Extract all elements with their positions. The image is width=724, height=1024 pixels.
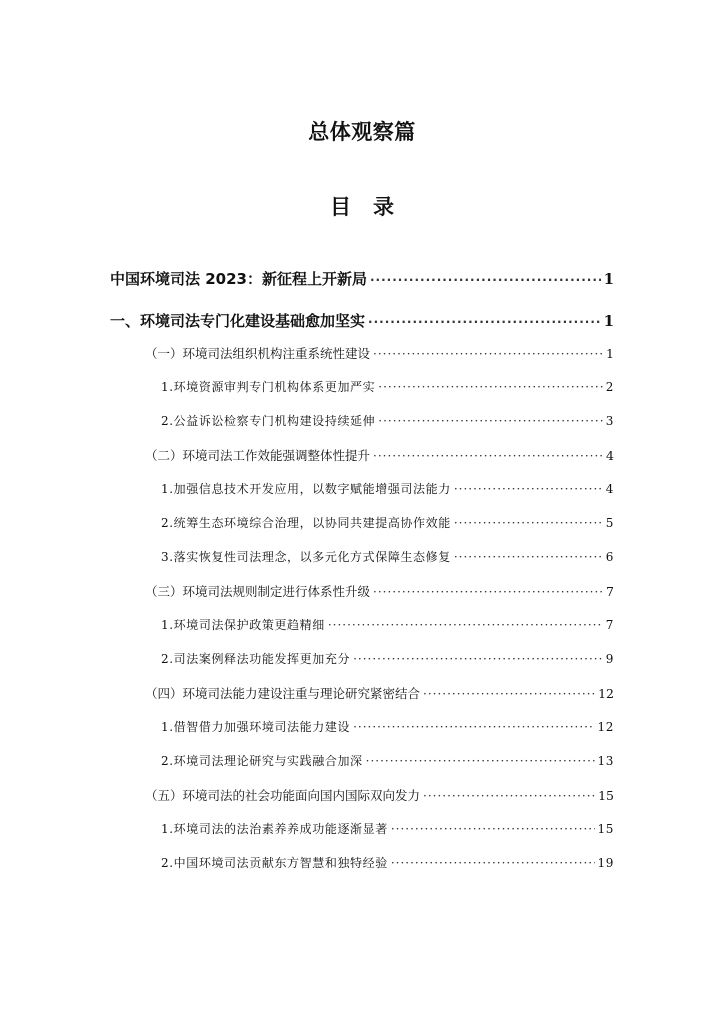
toc-entry-section-2[interactable] <box>145 446 614 468</box>
toc-entry-intro[interactable] <box>110 268 614 290</box>
toc-entry-label: 2.公益诉讼检察专门机构建设持续延伸 <box>161 414 376 428</box>
toc-entry-subsection[interactable] <box>161 718 614 740</box>
toc-entry-label: 2.司法案例释法功能发挥更加充分 <box>161 652 351 666</box>
toc-page-number: 15 <box>598 788 614 803</box>
dot-leader <box>328 618 603 632</box>
toc-entry-label: 1.环境资源审判专门机构体系更加严实 <box>161 380 376 394</box>
toc-entry-subsection[interactable] <box>161 548 614 570</box>
toc-page-number: 9 <box>605 652 614 666</box>
dot-leader <box>378 380 602 394</box>
toc-entry-subsection[interactable] <box>161 820 614 842</box>
toc-entry-subsection[interactable] <box>161 378 614 400</box>
toc-entry-section-1[interactable] <box>145 344 614 366</box>
toc-entry-chapter-1[interactable] <box>110 310 614 332</box>
toc-page-number: 13 <box>597 754 614 768</box>
dot-leader <box>391 856 595 870</box>
dot-leader <box>423 687 595 701</box>
toc-page-number: 7 <box>606 584 614 599</box>
dot-leader <box>368 315 601 329</box>
dot-leader <box>366 754 595 768</box>
toc-entry-label: 1.环境司法保护政策更趋精细 <box>161 618 325 632</box>
toc-page-number: 6 <box>605 550 614 564</box>
toc-page-number: 15 <box>597 822 614 836</box>
toc-entry-section-5[interactable] <box>145 786 614 808</box>
toc-entry-label: （四）环境司法能力建设注重与理论研究紧密结合 <box>145 686 421 701</box>
dot-leader <box>454 516 603 530</box>
dot-leader <box>373 449 603 463</box>
toc-entry-label: 1.加强信息技术开发应用，以数字赋能增强司法能力 <box>161 482 451 496</box>
toc-page-number: 3 <box>605 414 614 428</box>
toc-entry-label: （二）环境司法工作效能强调整体性提升 <box>145 448 371 463</box>
toc-entry-label: （一）环境司法组织机构注重系统性建设 <box>145 346 371 361</box>
toc-entry-label: 一、环境司法专门化建设基础愈加坚实 <box>110 312 366 330</box>
dot-leader <box>353 720 594 734</box>
toc-page-number: 1 <box>606 346 614 361</box>
toc-page-number: 19 <box>597 856 614 870</box>
toc-entry-subsection[interactable] <box>161 514 614 536</box>
toc-page-number: 1 <box>603 312 614 330</box>
toc-entry-label: 1.借智借力加强环境司法能力建设 <box>161 720 351 734</box>
toc-page-number: 5 <box>605 516 614 530</box>
dot-leader <box>373 347 603 361</box>
toc-entry-subsection[interactable] <box>161 480 614 502</box>
toc-entry-section-4[interactable] <box>145 684 614 706</box>
toc-page-number: 12 <box>597 720 614 734</box>
part-title: 总体观察篇 <box>308 120 416 144</box>
toc-entry-label: （三）环境司法规则制定进行体系性升级 <box>145 584 371 599</box>
toc-entry-subsection[interactable] <box>161 854 614 876</box>
dot-leader <box>378 414 602 428</box>
toc-page-number: 4 <box>605 482 614 496</box>
dot-leader <box>391 822 595 836</box>
dot-leader <box>353 652 603 666</box>
toc-page-number: 2 <box>605 380 614 394</box>
dot-leader <box>423 789 595 803</box>
toc-page-number: 12 <box>598 686 614 701</box>
toc-page-number: 7 <box>605 618 614 632</box>
toc-entry-subsection[interactable] <box>161 412 614 434</box>
toc-title: 目录 <box>330 195 416 219</box>
toc-entry-subsection[interactable] <box>161 616 614 638</box>
toc-entry-label: 2.环境司法理论研究与实践融合加深 <box>161 754 363 768</box>
toc-page-number: 4 <box>606 448 614 463</box>
toc-entry-label: 3.落实恢复性司法理念，以多元化方式保障生态修复 <box>161 550 451 564</box>
dot-leader <box>454 482 603 496</box>
toc-entry-subsection[interactable] <box>161 650 614 672</box>
toc-page-number: 1 <box>603 270 614 288</box>
dot-leader <box>373 585 603 599</box>
toc-entry-label: 2.统筹生态环境综合治理，以协同共建提高协作效能 <box>161 516 451 530</box>
toc-entry-subsection[interactable] <box>161 752 614 774</box>
toc-entry-label: （五）环境司法的社会功能面向国内国际双向发力 <box>145 788 421 803</box>
toc-entry-label: 中国环境司法 2023：新征程上开新局 <box>110 270 367 288</box>
dot-leader <box>370 273 601 287</box>
dot-leader <box>454 550 603 564</box>
toc-entry-label: 2.中国环境司法贡献东方智慧和独特经验 <box>161 856 388 870</box>
toc-entry-label: 1.环境司法的法治素养养成功能逐渐显著 <box>161 822 388 836</box>
toc-entry-section-3[interactable] <box>145 582 614 604</box>
